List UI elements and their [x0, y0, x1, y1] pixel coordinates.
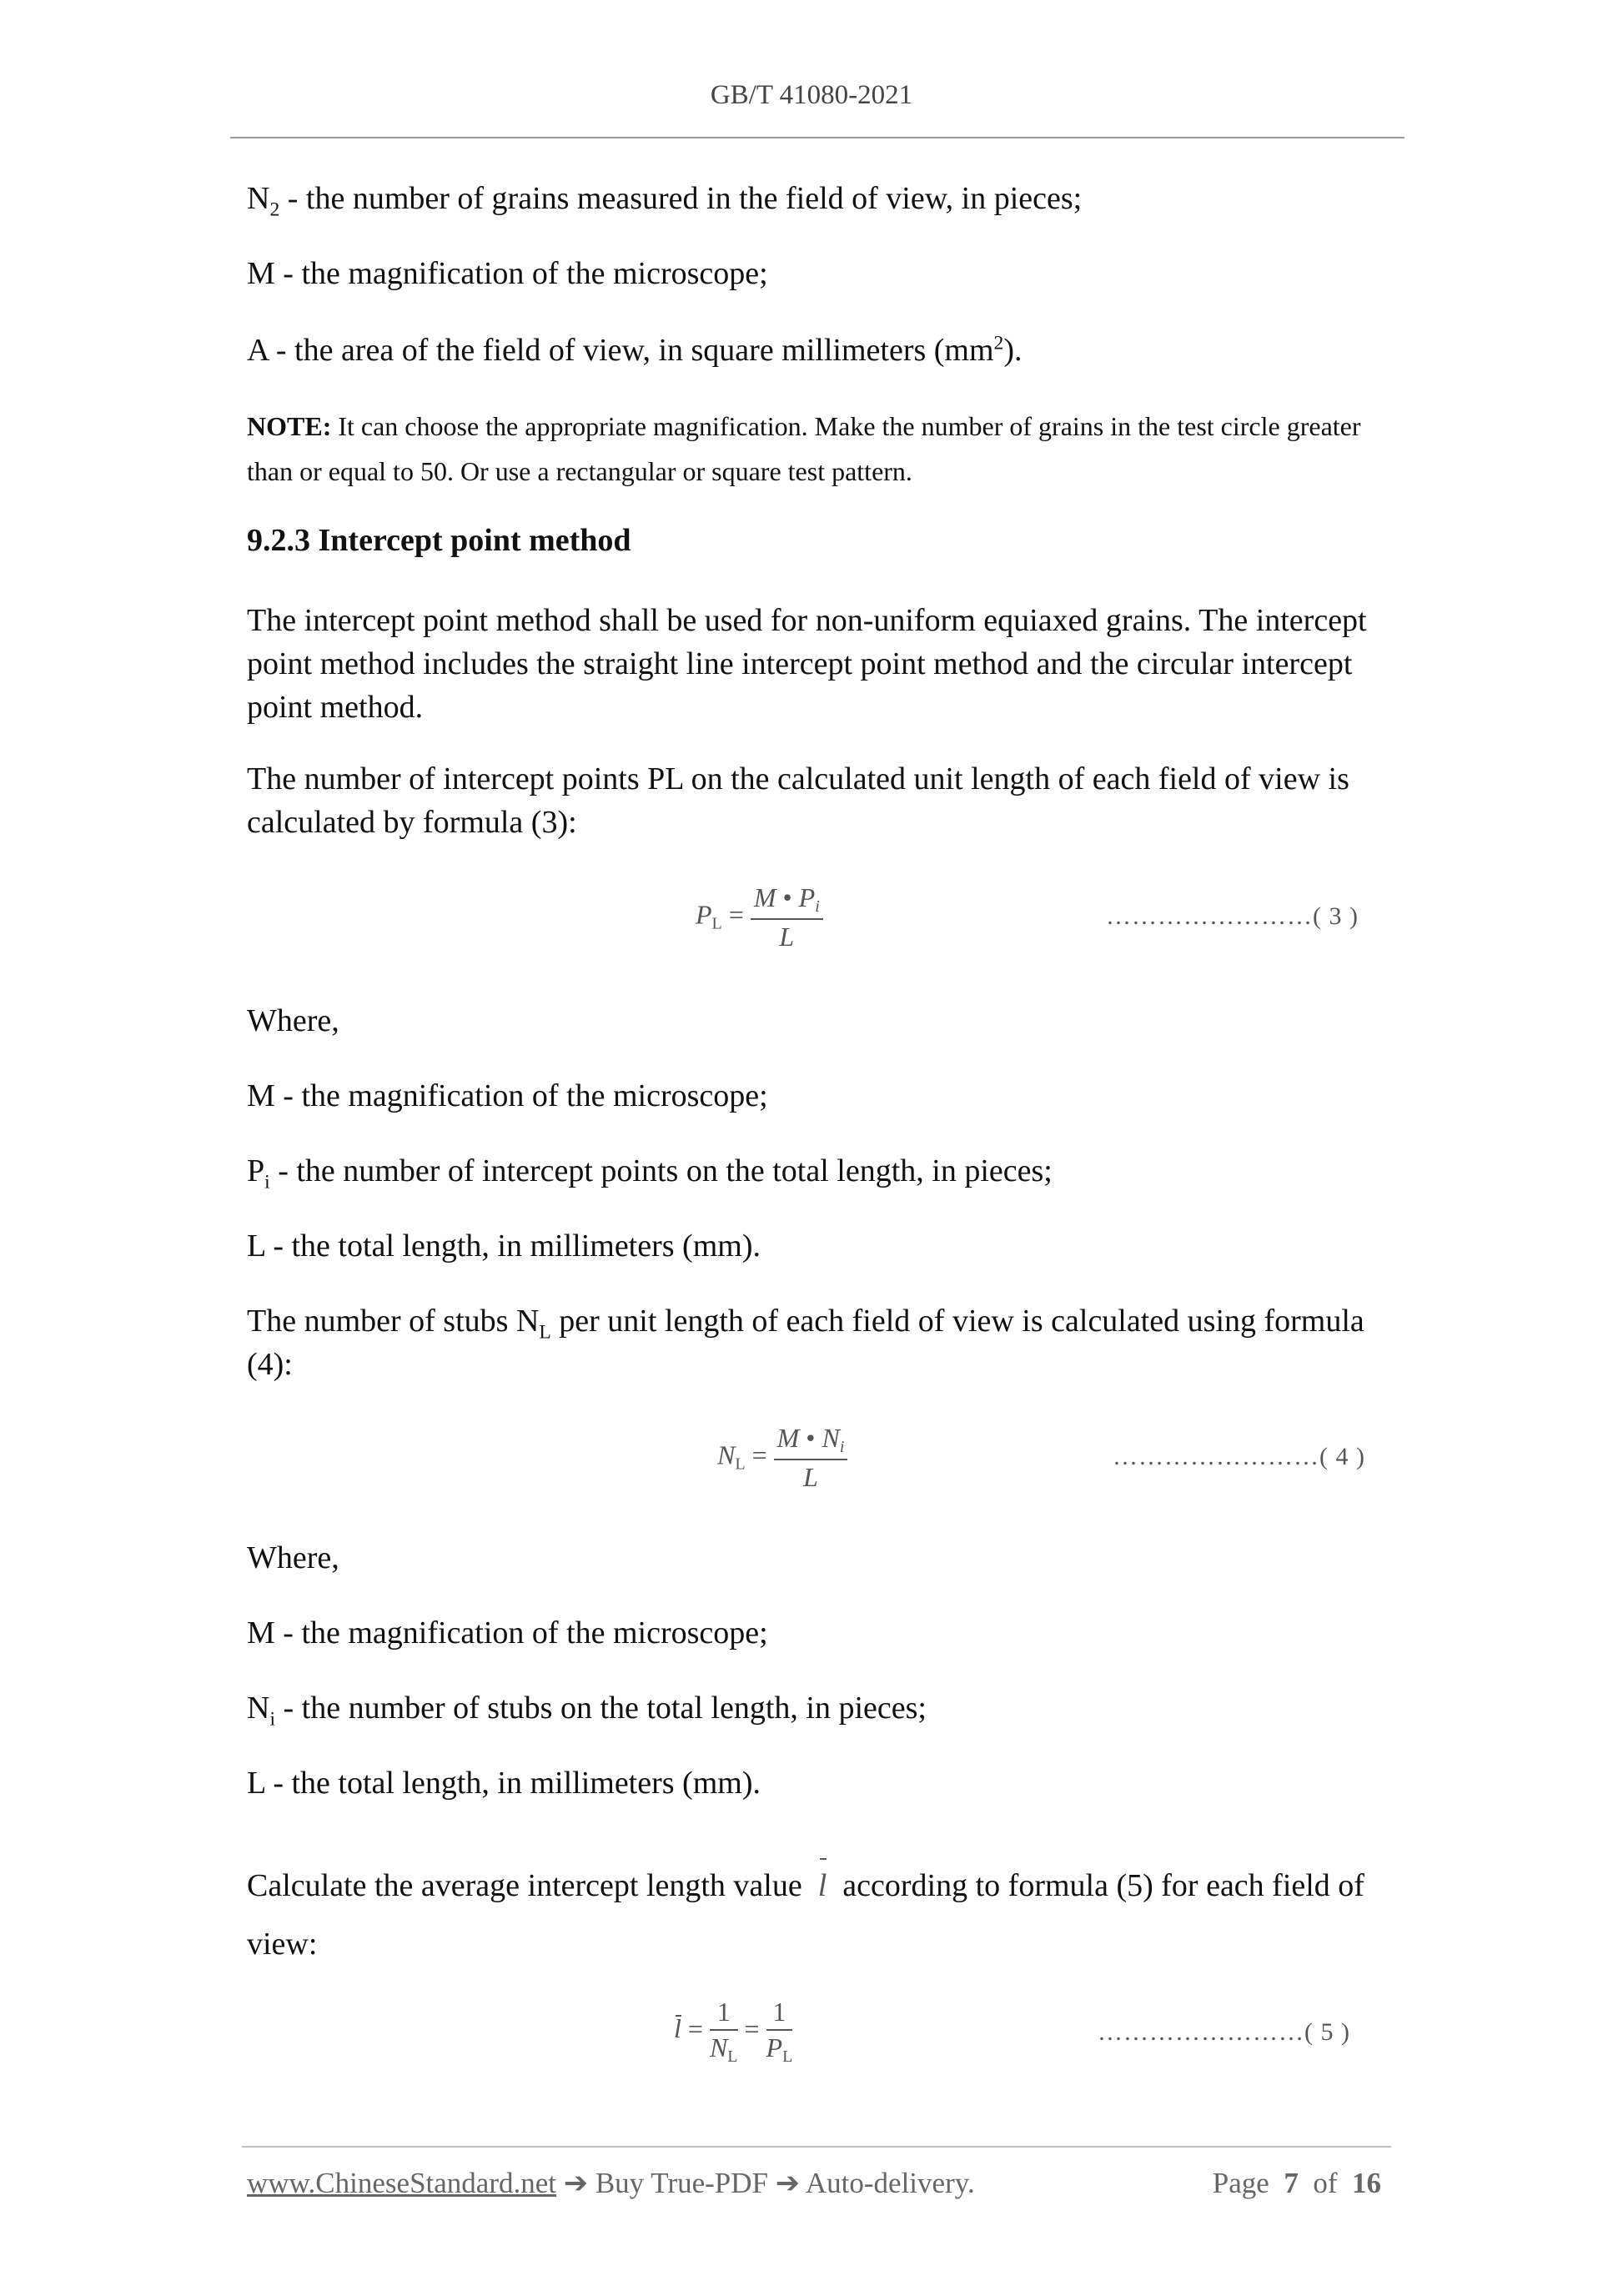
document-header: GB/T 41080-2021 [710, 80, 913, 110]
definition-n2: $N_2$ - the number of grains measured in the field of view, in pieces; [247, 181, 1083, 221]
definition-l: L - the total length, in millimeters (mm). [247, 1766, 761, 1801]
paragraph-intercept-intro: The intercept point method shall be used for non-uniform equiaxed grains. The intercept point method includes the straight line intercept point method and the circular intercept point method. [247, 603, 1367, 725]
arrow-icon: ➔ [563, 2167, 589, 2199]
definition-m: M - the magnification of the microscope; [247, 1078, 768, 1113]
formula-4: NL = $\frac{M • Ni}{L}$ [717, 1423, 847, 1493]
header-divider [230, 137, 1404, 138]
footer-divider [242, 2146, 1391, 2148]
formula-3: PL = $\frac{M • Pi}{L}$ [696, 882, 823, 952]
where-label: Where, [247, 1003, 339, 1038]
paragraph-formula3-intro: The number of intercept points PL on the calculated unit length of each field of view is calculated by formula (3): [247, 761, 1349, 840]
definition-m: M - the magnification of the microscope; [247, 256, 768, 291]
where-label: Where, [247, 1540, 339, 1575]
equation-number-4: ……………………( 4 ) [1113, 1443, 1365, 1470]
definition-l: L - the total length, in millimeters (mm). [247, 1228, 761, 1264]
note-label: NOTE: [247, 411, 332, 441]
paragraph-formula5-intro: Calculate the average intercept length value l according to formula (5) for each field of view: [247, 1856, 1394, 1973]
website-link[interactable]: www.ChineseStandard.net [247, 2167, 556, 2199]
arrow-icon: ➔ [775, 2167, 801, 2199]
formula-5: l = $\frac{1}{NL}$ = $\frac{1}{PL}$ [674, 1997, 793, 2066]
definition-m: M - the magnification of the microscope; [247, 1615, 768, 1650]
definition-a: A - the area of the field of view, in square millimeters $(mm^2)$. [247, 332, 1023, 368]
paragraph-formula4-intro: The number of stubs $N_L$ per unit length of each field of view is calculated using formula (4): [247, 1304, 1364, 1382]
definition-pi: $P_i$ - the number of intercept points on the total length, in pieces; [247, 1153, 1053, 1193]
footer-left: www.ChineseStandard.net ➔ Buy True-PDF ➔ Auto-delivery. [247, 2167, 975, 2199]
section-heading: 9.2.3 Intercept point method [247, 523, 631, 558]
equation-number-5: ……………………( 5 ) [1098, 2018, 1350, 2046]
definition-ni: $N_i$ - the number of stubs on the total length, in pieces; [247, 1691, 927, 1731]
note-paragraph: NOTE: It can choose the appropriate magnification. Make the number of grains in the test circle greater than or equal to 50. Or use a rectangular or square test pattern. [247, 411, 1361, 486]
equation-number-3: ……………………( 3 ) [1106, 902, 1359, 930]
page-indicator: Page 7 of 16 [1212, 2167, 1381, 2199]
mean-intercept-symbol: l [818, 1856, 827, 1915]
